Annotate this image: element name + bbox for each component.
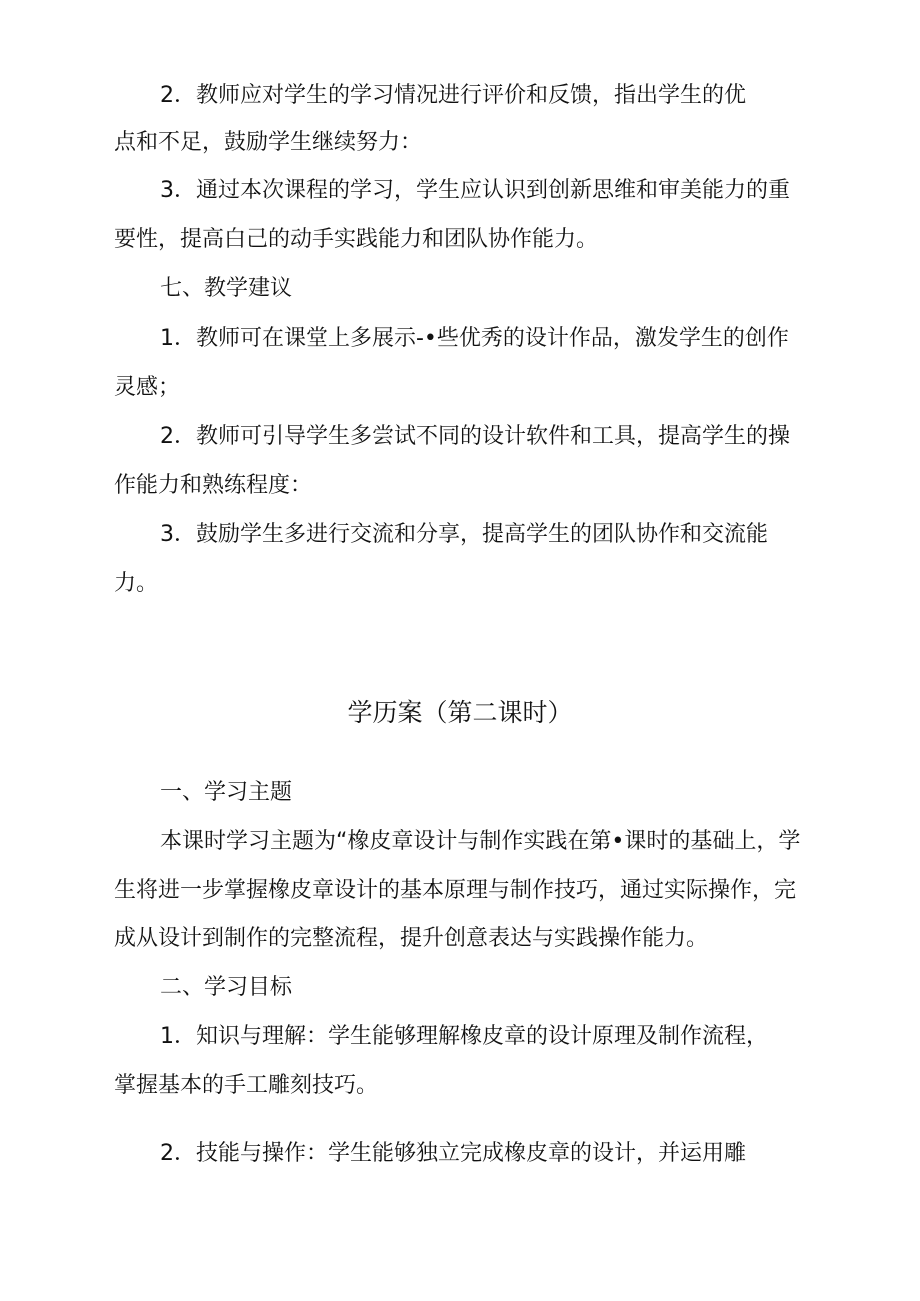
paragraph-line: 2．教师可引导学生多尝试不同的设计软件和工具，提高学生的操 (160, 424, 790, 449)
paragraph-line: 1．教师可在课堂上多展示-•些优秀的设计作品，激发学生的创作 (160, 326, 789, 351)
paragraph-line: 2．技能与操作：学生能够独立完成橡皮章的设计，并运用雕 (160, 1141, 746, 1166)
paragraph-line: 本课时学习主题为“橡皮章设计与制作实践在第•课时的基础上，学 (160, 829, 801, 854)
section-heading: 一、学习主题 (160, 780, 293, 805)
paragraph-line: 3．鼓励学生多进行交流和分享，提高学生的团队协作和交流能 (160, 522, 768, 547)
section-heading: 七、教学建议 (160, 276, 293, 301)
page-title: 学历案（第二课时） (347, 698, 573, 727)
paragraph-line: 掌握基本的手工雕刻技巧。 (114, 1073, 379, 1098)
paragraph-line: 2．教师应对学生的学习情况进行评价和反馈，指出学生的优 (160, 83, 746, 108)
paragraph-line: 1．知识与理解：学生能够理解橡皮章的设计原理及制作流程， (160, 1024, 768, 1049)
paragraph-line: 成从设计到制作的完整流程，提升创意表达与实践操作能力。 (114, 926, 709, 951)
section-heading: 二、学习目标 (160, 975, 293, 1000)
paragraph-line: 生将进一步掌握橡皮章设计的基本原理与制作技巧，通过实际操作，完 (114, 878, 797, 903)
paragraph-line: 要性，提高白己的动手实践能力和团队协作能力。 (114, 227, 599, 252)
paragraph-line: 点和不足，鼓励学生继续努力： (114, 130, 423, 155)
paragraph-line: 作能力和熟练程度： (114, 473, 313, 498)
paragraph-line: 3．通过本次课程的学习，学生应认识到创新思维和审美能力的重 (160, 178, 790, 203)
paragraph-line: 力。 (114, 571, 159, 596)
paragraph-line: 灵感； (114, 375, 181, 400)
